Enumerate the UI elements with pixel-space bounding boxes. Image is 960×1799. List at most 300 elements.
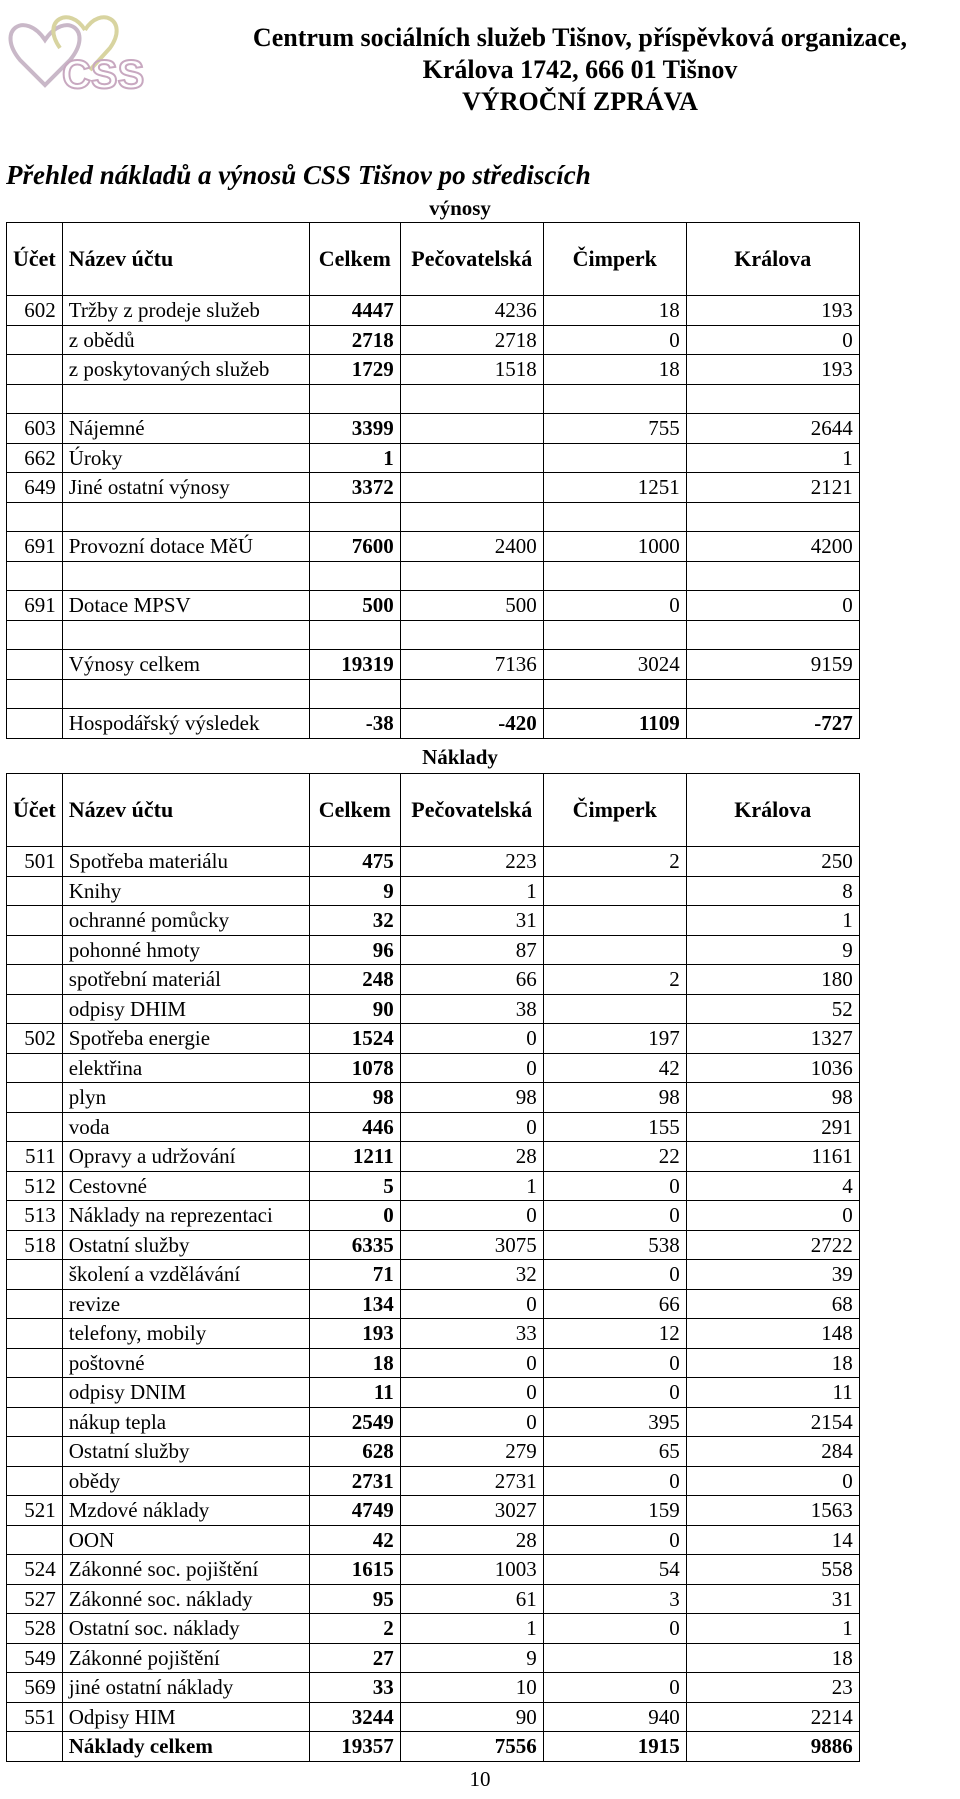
table-cell: Hospodářský výsledek: [62, 709, 309, 739]
table-row: [7, 1142, 860, 1172]
table-cell: 98: [309, 1083, 400, 1113]
table-cell: [7, 1348, 63, 1378]
column-header: Pečovatelská: [400, 774, 543, 847]
table-row: [7, 1230, 860, 1260]
table-cell: 18: [309, 1348, 400, 1378]
column-header: Účet: [7, 774, 63, 847]
table-cell: 3024: [543, 650, 686, 680]
table-cell: 279: [400, 1437, 543, 1467]
table-cell: 2154: [686, 1407, 859, 1437]
table-cell: 90: [309, 994, 400, 1024]
table-cell: 28: [400, 1142, 543, 1172]
table-cell: 1036: [686, 1053, 859, 1083]
table-cell: 0: [309, 1201, 400, 1231]
table-cell: 528: [7, 1614, 63, 1644]
table-cell: [400, 443, 543, 473]
table-cell: [309, 561, 400, 591]
table-cell: 395: [543, 1407, 686, 1437]
table-cell: 1729: [309, 355, 400, 385]
table-cell: 1109: [543, 709, 686, 739]
table-row: [7, 650, 860, 680]
table-row: [7, 1702, 860, 1732]
table-cell: [543, 443, 686, 473]
table-header-row: [7, 223, 860, 296]
table-cell: 691: [7, 591, 63, 621]
table-cell: 28: [400, 1525, 543, 1555]
table-cell: 31: [686, 1584, 859, 1614]
table-cell: 39: [686, 1260, 859, 1290]
table-cell: 4749: [309, 1496, 400, 1526]
table-cell: [7, 561, 63, 591]
table-cell: Výnosy celkem: [62, 650, 309, 680]
table-row: [7, 620, 860, 650]
table-cell: [7, 994, 63, 1024]
table-cell: 1615: [309, 1555, 400, 1585]
table-cell: 518: [7, 1230, 63, 1260]
table-cell: 1251: [543, 473, 686, 503]
table-cell: 2718: [309, 325, 400, 355]
table-cell: [7, 1319, 63, 1349]
table-cell: 2: [543, 965, 686, 995]
table-cell: 42: [309, 1525, 400, 1555]
table-cell: 0: [686, 1466, 859, 1496]
table-row: [7, 443, 860, 473]
svg-text:CSS: CSS: [62, 53, 145, 97]
table-cell: jiné ostatní náklady: [62, 1673, 309, 1703]
table-cell: [543, 502, 686, 532]
table-row: [7, 1083, 860, 1113]
table-cell: 755: [543, 414, 686, 444]
table-cell: [7, 906, 63, 936]
table-cell: [7, 709, 63, 739]
costs-subtitle: Náklady: [422, 745, 498, 769]
table-row: [7, 1024, 860, 1054]
table-cell: [62, 384, 309, 414]
table-cell: 98: [543, 1083, 686, 1113]
table-cell: 1563: [686, 1496, 859, 1526]
table-cell: 284: [686, 1437, 859, 1467]
table-cell: 3372: [309, 473, 400, 503]
table-cell: 1: [686, 1614, 859, 1644]
table-cell: Náklady na reprezentaci: [62, 1201, 309, 1231]
table-cell: 1: [400, 1614, 543, 1644]
table-cell: 291: [686, 1112, 859, 1142]
table-cell: 66: [543, 1289, 686, 1319]
table-cell: 1: [309, 443, 400, 473]
table-cell: [543, 876, 686, 906]
table-cell: 512: [7, 1171, 63, 1201]
column-header: Celkem: [309, 223, 400, 296]
table-cell: spotřební materiál: [62, 965, 309, 995]
column-header: Název účtu: [62, 223, 309, 296]
table-cell: [686, 679, 859, 709]
table-cell: 3027: [400, 1496, 543, 1526]
table-cell: [543, 935, 686, 965]
table-cell: 662: [7, 443, 63, 473]
header-report-title: VÝROČNÍ ZPRÁVA: [462, 87, 698, 116]
table-cell: [62, 502, 309, 532]
table-cell: 569: [7, 1673, 63, 1703]
table-row: [7, 847, 860, 877]
table-cell: 0: [400, 1378, 543, 1408]
table-cell: 9886: [686, 1732, 859, 1762]
table-cell: 521: [7, 1496, 63, 1526]
table-cell: 248: [309, 965, 400, 995]
table-cell: [62, 679, 309, 709]
costs-table: [6, 773, 860, 1762]
table-row: [7, 1201, 860, 1231]
table-cell: 0: [543, 1171, 686, 1201]
table-cell: 551: [7, 1702, 63, 1732]
table-cell: [400, 620, 543, 650]
table-row: [7, 1112, 860, 1142]
table-cell: 4236: [400, 296, 543, 326]
table-cell: [7, 1260, 63, 1290]
column-header: Čimperk: [543, 223, 686, 296]
table-cell: [7, 502, 63, 532]
table-cell: [543, 384, 686, 414]
table-cell: 18: [686, 1348, 859, 1378]
table-cell: -420: [400, 709, 543, 739]
table-row: [7, 1319, 860, 1349]
table-cell: 1211: [309, 1142, 400, 1172]
table-cell: 940: [543, 1702, 686, 1732]
table-cell: [543, 561, 686, 591]
table-cell: 524: [7, 1555, 63, 1585]
table-cell: 3075: [400, 1230, 543, 1260]
table-row: [7, 502, 860, 532]
table-cell: z poskytovaných služeb: [62, 355, 309, 385]
table-row: [7, 591, 860, 621]
table-cell: 3244: [309, 1702, 400, 1732]
column-header: Účet: [7, 223, 63, 296]
table-cell: 68: [686, 1289, 859, 1319]
table-cell: [7, 1083, 63, 1113]
table-cell: 32: [309, 906, 400, 936]
table-cell: odpisy DNIM: [62, 1378, 309, 1408]
table-row: [7, 414, 860, 444]
table-cell: Zákonné pojištění: [62, 1643, 309, 1673]
table-cell: Zákonné soc. náklady: [62, 1584, 309, 1614]
table-cell: 71: [309, 1260, 400, 1290]
table-cell: 19319: [309, 650, 400, 680]
table-cell: [543, 1643, 686, 1673]
table-cell: Ostatní služby: [62, 1437, 309, 1467]
table-cell: 22: [543, 1142, 686, 1172]
table-cell: [7, 1466, 63, 1496]
table-cell: 134: [309, 1289, 400, 1319]
table-cell: Nájemné: [62, 414, 309, 444]
table-cell: 0: [543, 591, 686, 621]
table-cell: 65: [543, 1437, 686, 1467]
table-row: [7, 1378, 860, 1408]
table-cell: [7, 355, 63, 385]
table-cell: 31: [400, 906, 543, 936]
table-cell: [62, 620, 309, 650]
table-cell: 7556: [400, 1732, 543, 1762]
table-row: [7, 1407, 860, 1437]
table-row: [7, 709, 860, 739]
table-cell: 0: [400, 1201, 543, 1231]
table-cell: [7, 1732, 63, 1762]
table-cell: 3: [543, 1584, 686, 1614]
table-cell: 11: [686, 1378, 859, 1408]
table-cell: [686, 384, 859, 414]
table-row: [7, 1348, 860, 1378]
table-cell: Tržby z prodeje služeb: [62, 296, 309, 326]
header-organization: Centrum sociálních služeb Tišnov, příspěvková organizace,: [252, 23, 908, 52]
table-cell: 0: [543, 1378, 686, 1408]
table-cell: 0: [543, 1348, 686, 1378]
table-cell: 1327: [686, 1024, 859, 1054]
table-cell: 0: [400, 1348, 543, 1378]
table-cell: 54: [543, 1555, 686, 1585]
table-cell: -727: [686, 709, 859, 739]
table-cell: 0: [686, 1201, 859, 1231]
table-cell: 223: [400, 847, 543, 877]
table-cell: Dotace MPSV: [62, 591, 309, 621]
table-cell: [400, 414, 543, 444]
table-cell: 38: [400, 994, 543, 1024]
table-cell: 87: [400, 935, 543, 965]
table-cell: [543, 620, 686, 650]
table-cell: 18: [543, 296, 686, 326]
table-row: [7, 1260, 860, 1290]
table-cell: 42: [543, 1053, 686, 1083]
table-row: [7, 994, 860, 1024]
table-cell: [62, 561, 309, 591]
table-cell: 148: [686, 1319, 859, 1349]
table-cell: [7, 965, 63, 995]
table-row: [7, 1466, 860, 1496]
table-cell: [7, 650, 63, 680]
table-header-row: [7, 774, 860, 847]
table-cell: 52: [686, 994, 859, 1024]
table-cell: 9: [400, 1643, 543, 1673]
table-cell: 95: [309, 1584, 400, 1614]
table-cell: 180: [686, 965, 859, 995]
table-cell: 0: [400, 1407, 543, 1437]
table-cell: [7, 679, 63, 709]
table-cell: 23: [686, 1673, 859, 1703]
table-cell: 0: [400, 1289, 543, 1319]
table-cell: 66: [400, 965, 543, 995]
table-cell: [543, 679, 686, 709]
column-header: Králova: [686, 774, 859, 847]
table-cell: voda: [62, 1112, 309, 1142]
table-cell: [7, 384, 63, 414]
table-cell: 558: [686, 1555, 859, 1585]
table-cell: 10: [400, 1673, 543, 1703]
table-row: [7, 325, 860, 355]
table-cell: Odpisy HIM: [62, 1702, 309, 1732]
table-cell: 4200: [686, 532, 859, 562]
table-cell: z obědů: [62, 325, 309, 355]
column-header: Čimperk: [543, 774, 686, 847]
table-cell: školení a vzdělávání: [62, 1260, 309, 1290]
table-cell: [7, 1525, 63, 1555]
table-cell: [543, 994, 686, 1024]
table-cell: [309, 620, 400, 650]
table-cell: 98: [686, 1083, 859, 1113]
css-logo: [0, 0, 160, 110]
table-cell: 2731: [309, 1466, 400, 1496]
table-cell: 250: [686, 847, 859, 877]
table-cell: telefony, mobily: [62, 1319, 309, 1349]
table-cell: OON: [62, 1525, 309, 1555]
table-cell: 33: [309, 1673, 400, 1703]
table-cell: 446: [309, 1112, 400, 1142]
table-cell: Náklady celkem: [62, 1732, 309, 1762]
table-cell: nákup tepla: [62, 1407, 309, 1437]
table-cell: pohonné hmoty: [62, 935, 309, 965]
table-cell: 1524: [309, 1024, 400, 1054]
table-cell: 527: [7, 1584, 63, 1614]
table-row: [7, 1643, 860, 1673]
table-cell: [309, 679, 400, 709]
table-cell: [7, 325, 63, 355]
table-row: [7, 1673, 860, 1703]
table-cell: [400, 384, 543, 414]
table-row: [7, 906, 860, 936]
revenue-subtitle: výnosy: [429, 196, 491, 220]
table-row: [7, 1289, 860, 1319]
table-cell: 193: [686, 296, 859, 326]
table-cell: 159: [543, 1496, 686, 1526]
table-cell: Spotřeba materiálu: [62, 847, 309, 877]
table-cell: 11: [309, 1378, 400, 1408]
table-cell: 603: [7, 414, 63, 444]
table-cell: 1915: [543, 1732, 686, 1762]
table-cell: [7, 1289, 63, 1319]
table-cell: 549: [7, 1643, 63, 1673]
table-cell: Cestovné: [62, 1171, 309, 1201]
table-cell: Opravy a udržování: [62, 1142, 309, 1172]
table-cell: [7, 876, 63, 906]
table-cell: 2: [543, 847, 686, 877]
table-cell: Zákonné soc. pojištění: [62, 1555, 309, 1585]
table-cell: [686, 620, 859, 650]
table-row: [7, 296, 860, 326]
revenue-table: [6, 222, 860, 739]
table-cell: [7, 1053, 63, 1083]
table-cell: 0: [543, 1201, 686, 1231]
table-cell: 649: [7, 473, 63, 503]
column-header: Pečovatelská: [400, 223, 543, 296]
table-cell: 96: [309, 935, 400, 965]
table-cell: poštovné: [62, 1348, 309, 1378]
table-cell: 2: [309, 1614, 400, 1644]
table-cell: 2644: [686, 414, 859, 444]
table-cell: 0: [543, 1260, 686, 1290]
table-cell: -38: [309, 709, 400, 739]
table-cell: 155: [543, 1112, 686, 1142]
table-cell: 4447: [309, 296, 400, 326]
table-cell: 18: [543, 355, 686, 385]
table-row: [7, 1525, 860, 1555]
table-cell: [7, 935, 63, 965]
table-row: [7, 355, 860, 385]
table-cell: [400, 679, 543, 709]
table-cell: 602: [7, 296, 63, 326]
table-cell: 0: [543, 1525, 686, 1555]
table-cell: 7136: [400, 650, 543, 680]
table-row: [7, 532, 860, 562]
table-cell: 1: [400, 1171, 543, 1201]
document-header: [200, 22, 960, 118]
table-cell: 2121: [686, 473, 859, 503]
table-cell: 9159: [686, 650, 859, 680]
table-row: [7, 965, 860, 995]
table-cell: 90: [400, 1702, 543, 1732]
table-cell: 628: [309, 1437, 400, 1467]
table-row: [7, 1555, 860, 1585]
table-cell: 27: [309, 1643, 400, 1673]
table-cell: 98: [400, 1083, 543, 1113]
table-cell: 0: [400, 1053, 543, 1083]
table-cell: 0: [686, 591, 859, 621]
table-cell: 1078: [309, 1053, 400, 1083]
table-row: [7, 1732, 860, 1762]
table-cell: Ostatní soc. náklady: [62, 1614, 309, 1644]
table-cell: 511: [7, 1142, 63, 1172]
table-cell: elektřina: [62, 1053, 309, 1083]
table-cell: 0: [543, 1673, 686, 1703]
table-cell: 0: [543, 325, 686, 355]
section-title: Přehled nákladů a výnosů CSS Tišnov po střediscích: [6, 160, 591, 190]
table-cell: 501: [7, 847, 63, 877]
table-cell: 5: [309, 1171, 400, 1201]
table-cell: 6335: [309, 1230, 400, 1260]
table-cell: 33: [400, 1319, 543, 1349]
table-row: [7, 876, 860, 906]
table-cell: [400, 561, 543, 591]
table-cell: 32: [400, 1260, 543, 1290]
table-cell: 1161: [686, 1142, 859, 1172]
table-cell: [309, 384, 400, 414]
table-cell: 193: [686, 355, 859, 385]
table-cell: [543, 906, 686, 936]
table-cell: 500: [400, 591, 543, 621]
table-cell: 513: [7, 1201, 63, 1231]
page-number: 10: [469, 1767, 491, 1791]
table-cell: odpisy DHIM: [62, 994, 309, 1024]
table-cell: 0: [543, 1614, 686, 1644]
table-cell: 14: [686, 1525, 859, 1555]
table-cell: 18: [686, 1643, 859, 1673]
table-cell: Úroky: [62, 443, 309, 473]
column-header: Název účtu: [62, 774, 309, 847]
table-cell: 9: [309, 876, 400, 906]
table-cell: 1518: [400, 355, 543, 385]
table-cell: [7, 620, 63, 650]
table-cell: 3399: [309, 414, 400, 444]
table-cell: [686, 502, 859, 532]
table-row: [7, 1614, 860, 1644]
table-cell: [400, 502, 543, 532]
table-cell: 19357: [309, 1732, 400, 1762]
table-cell: 197: [543, 1024, 686, 1054]
table-cell: 0: [400, 1112, 543, 1142]
table-cell: 4: [686, 1171, 859, 1201]
table-cell: Jiné ostatní výnosy: [62, 473, 309, 503]
table-cell: 12: [543, 1319, 686, 1349]
table-cell: 1000: [543, 532, 686, 562]
table-cell: 538: [543, 1230, 686, 1260]
table-cell: 1: [686, 906, 859, 936]
table-cell: ochranné pomůcky: [62, 906, 309, 936]
table-cell: [309, 502, 400, 532]
